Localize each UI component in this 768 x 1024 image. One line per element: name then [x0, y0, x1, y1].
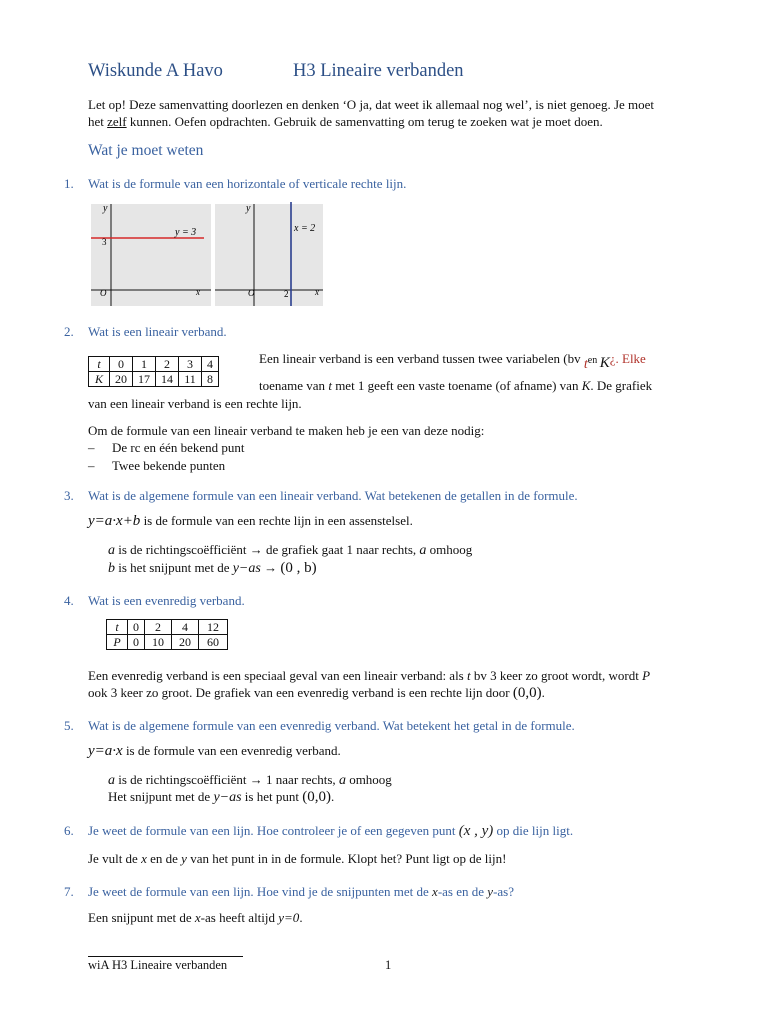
page-number: 1 [385, 958, 392, 972]
tick-label-3: 3 [102, 237, 107, 247]
x-axis-label: x [315, 287, 319, 297]
q5-formula-line: y=a·x is de formule van een evenredig verband. [88, 743, 341, 759]
question-5: 5. Wat is de algemene formule van een evenredig verband. Wat betekent het getal in de formule. [64, 718, 575, 733]
list-item: – De rc en één bekend punt [88, 440, 245, 455]
q4-text-line-2: ook 3 keer zo groot. De grafiek van een evenredig verband is een rechte lijn door (0,0). [88, 685, 545, 701]
table-t-p [106, 619, 228, 650]
q3-line-a: a is de richtingscoëfficiënt → de grafiek gaat 1 naar rechts, a omhoog [108, 542, 473, 558]
q4-text-line-1: Een evenredig verband is een speciaal geval van een lineair verband: als t bv 3 keer zo groot wordt, wordt P [88, 668, 651, 683]
q2-text-line-1: Een lineair verband is een verband tussen twee variabelen (bv ten K¿. Elke [259, 351, 646, 372]
graph-horizontal-line [86, 198, 216, 310]
q2-text-line-3: van een lineair verband is een rechte lijn. [88, 396, 302, 411]
q5-line-b: Het snijpunt met de y−as is het punt (0,0). [108, 789, 335, 805]
q3-formula-line: y=a·x+b is de formule van een rechte lijn in een assenstelsel. [88, 513, 413, 529]
q2-text-line-4: Om de formule van een lineair verband te maken heb je een van deze nodig: [88, 423, 485, 438]
footer-text: wiA H3 Lineaire verbanden [88, 958, 228, 972]
graph-vertical-line [210, 198, 328, 310]
table-t-k [88, 356, 219, 387]
question-6: 6. Je weet de formule van een lijn. Hoe controleer je of een gegeven punt (x , y) op die lijn ligt. [64, 823, 574, 839]
emphasis-zelf: zelf [107, 113, 127, 129]
y-axis-label: y [246, 203, 251, 214]
q2-text-line-2: toename van t met 1 geeft een vaste toename (of afname) van K. De grafiek [259, 378, 653, 393]
list-item: – Twee bekende punten [88, 458, 226, 473]
tick-label-2: 2 [284, 289, 289, 299]
title-left: Wiskunde A Havo [88, 61, 223, 81]
q3-line-b: b is het snijpunt met de y−as → (0 , b) [108, 560, 317, 576]
title-right: H3 Lineaire verbanden [293, 61, 464, 81]
formula-linear: y=a·x+b [88, 513, 141, 529]
origin-label: O [248, 288, 255, 298]
graph-background [215, 204, 323, 306]
formula-proportional: y=a·x [88, 743, 123, 759]
question-7: 7. Je weet de formule van een lijn. Hoe vind je de snijpunten met de x-as en de y-as? [64, 884, 514, 899]
question-1: 1. Wat is de formule van een horizontale of verticale rechte lijn. [64, 176, 407, 191]
question-4: 4. Wat is een evenredig verband. [64, 593, 245, 608]
q6-answer: Je vult de x en de y van het punt in in de formule. Klopt het? Punt ligt op de lijn! [88, 851, 507, 866]
footer-divider [88, 956, 243, 957]
question-3: 3. Wat is de algemene formule van een lineair verband. Wat betekenen de getallen in de formule. [64, 488, 578, 503]
q5-line-a: a is de richtingscoëfficiënt → 1 naar rechts, a omhoog [108, 772, 392, 788]
graph-background [91, 204, 211, 306]
x-axis-label: x [196, 287, 200, 297]
table-row: t 0 1 2 3 4 [89, 357, 219, 372]
origin-label: O [100, 288, 107, 298]
table-row: P 0 10 20 60 [107, 635, 228, 650]
table-row: t 0 2 4 12 [107, 620, 228, 635]
intro-line-2: het zelf kunnen. Oefen opdrachten. Gebruik de samenvatting om terug te zoeken wat je moet doen. [88, 113, 603, 129]
line-label-y3: y = 3 [175, 227, 197, 238]
page-title [88, 61, 464, 82]
line-label-x2: x = 2 [294, 223, 316, 234]
intro-paragraph [88, 97, 708, 130]
table-row: K 20 17 14 11 8 [89, 372, 219, 387]
section-subheading: Wat je moet weten [88, 142, 204, 159]
intro-line-1: Let op! Deze samenvatting doorlezen en denken ‘O ja, dat weet ik allemaal nog wel’, is niet genoeg. Je moet [88, 97, 655, 112]
q7-answer: Een snijpunt met de x-as heeft altijd y=0. [88, 910, 303, 925]
y-axis-label: y [103, 203, 108, 214]
question-2: 2. Wat is een lineair verband. [64, 324, 227, 339]
